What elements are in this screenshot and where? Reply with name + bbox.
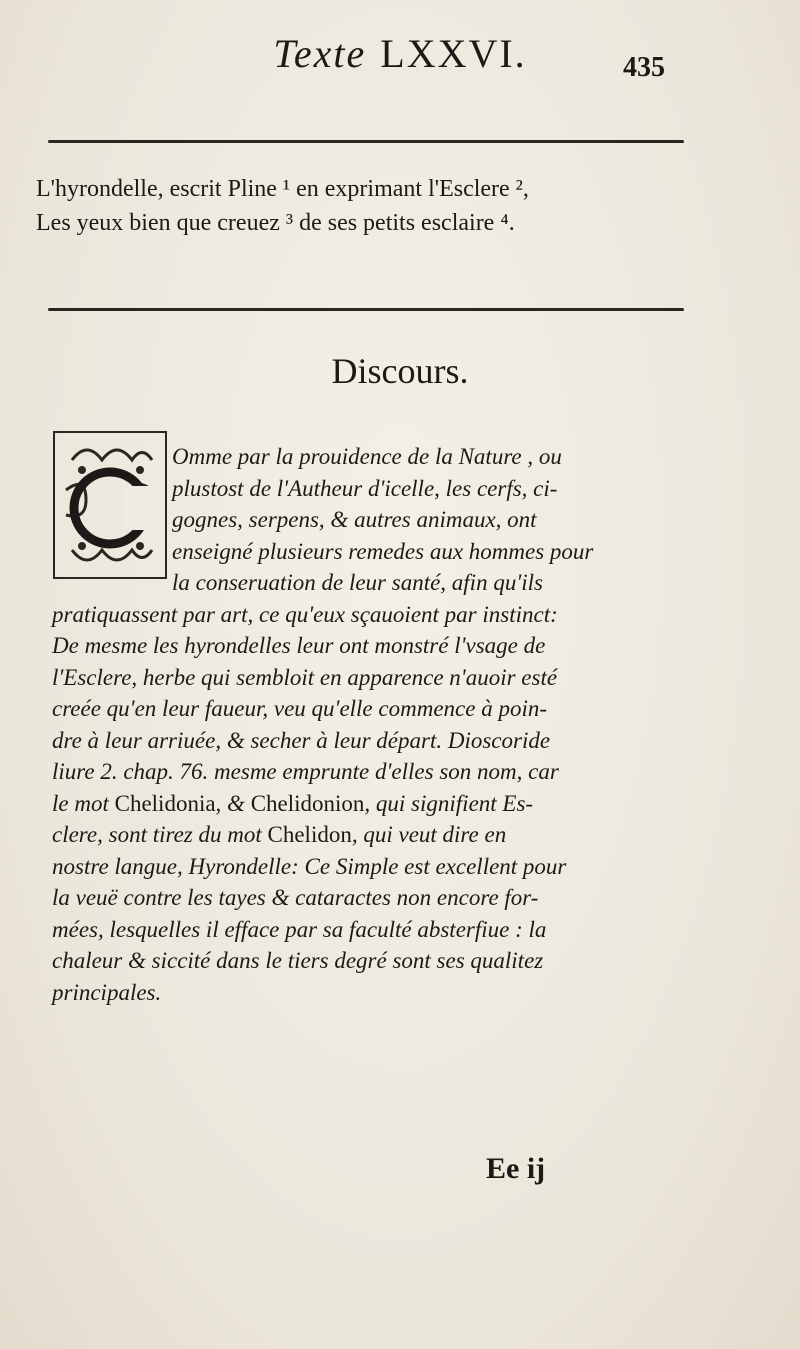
title-roman: LXXVI.	[380, 31, 527, 76]
verse-line-1: L'hyrondelle, escrit Pline ¹ en exprimant l'Esclere ²,	[36, 176, 529, 202]
body-line: clere, sont tirez du mot Chelidon, qui veut dire en	[52, 822, 507, 847]
body-line: mées, lesquelles il efface par sa faculté absterfiue : la	[52, 916, 547, 942]
divider-rule-bottom	[48, 308, 684, 311]
body-line: la conseruation de leur santé, afin qu'ils	[172, 570, 543, 595]
verse-line-2: Les yeux bien que creuez ³ de ses petits esclaire ⁴.	[36, 210, 515, 236]
body-line: chaleur & siccité dans le tiers degré sont ses qualitez	[52, 948, 544, 973]
signature-mark: Ee ij	[486, 1152, 546, 1185]
divider-rule-top	[48, 140, 684, 143]
body-line: De mesme les hyrondelles leur ont monstré l'vsage de	[52, 633, 546, 658]
body-line: enseigné plusieurs remedes aux hommes pour	[172, 538, 594, 564]
page-number: 435	[623, 52, 665, 83]
page-header-title	[0, 30, 800, 77]
body-line: la veuë contre les tayes & cataractes non encore for-	[52, 885, 539, 910]
body-line: creée qu'en leur faueur, veu qu'elle commence à poin-	[52, 696, 547, 721]
body-line: l'Esclere, herbe qui sembloit en apparence n'auoir esté	[52, 664, 558, 690]
body-line: dre à leur arriuée, & secher à leur départ. Dioscoride	[52, 727, 551, 753]
section-heading: Discours.	[331, 351, 469, 391]
body-line: plustost de l'Autheur d'icelle, les cerfs, ci-	[172, 475, 558, 501]
body-line: pratiquassent par art, ce qu'eux sçauoient par instinct:	[52, 601, 558, 627]
body-line: principales.	[52, 979, 162, 1005]
title-italic: Texte	[273, 31, 367, 76]
ornamental-dropcap-icon	[52, 430, 168, 580]
body-line: Omme par la prouidence de la Nature , ou	[172, 444, 562, 469]
body-line: le mot Chelidonia, & Chelidonion, qui signifient Es-	[52, 790, 534, 816]
body-line: liure 2. chap. 76. mesme emprunte d'elles son nom, car	[52, 759, 559, 784]
body-line: nostre langue, Hyrondelle: Ce Simple est excellent pour	[52, 853, 567, 879]
body-line: gognes, serpens, & autres animaux, ont	[172, 507, 537, 532]
